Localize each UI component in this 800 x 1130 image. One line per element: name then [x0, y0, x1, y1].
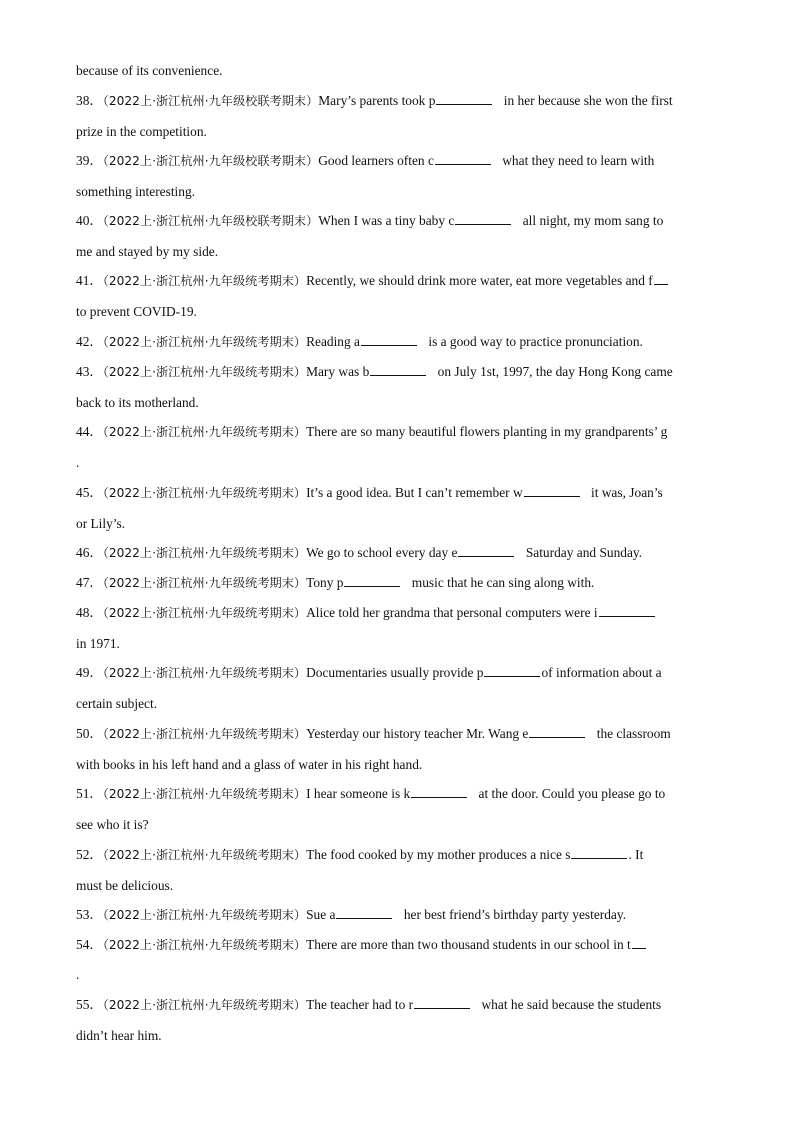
question-40-cont: me and stayed by my side. — [76, 244, 219, 259]
question-source: （2022上·浙江杭州·九年级校联考期末） — [102, 154, 319, 168]
question-number: 44． — [76, 424, 103, 439]
question-text: Mary was b — [306, 364, 370, 379]
question-source: （2022上·浙江杭州·九年级统考期末） — [102, 546, 307, 560]
question-number: 54． — [76, 937, 103, 952]
question-text: on July 1st, 1997, the day Hong Kong came — [434, 364, 673, 379]
question-39-cont: something interesting. — [76, 184, 196, 199]
question-51 — [76, 785, 665, 803]
answer-blank[interactable] — [414, 996, 470, 1009]
question-source: （2022上·浙江杭州·九年级统考期末） — [102, 787, 307, 801]
question-45-cont: or Lily’s. — [76, 516, 126, 531]
question-39 — [76, 152, 654, 170]
question-text: It’s a good idea. But I can’t remember w — [306, 485, 523, 500]
question-number: 46． — [76, 545, 103, 560]
question-38-cont: prize in the competition. — [76, 124, 207, 139]
question-number: 48． — [76, 605, 103, 620]
question-49 — [76, 664, 662, 682]
question-41 — [76, 272, 669, 290]
answer-blank[interactable] — [632, 936, 646, 949]
question-text: I hear someone is k — [306, 786, 411, 801]
answer-blank[interactable] — [455, 212, 511, 225]
question-number: 45． — [76, 485, 103, 500]
question-50 — [76, 725, 671, 743]
question-number: 51． — [76, 786, 103, 801]
question-source: （2022上·浙江杭州·九年级统考期末） — [102, 938, 307, 952]
question-text: The food cooked by my mother produces a nice s — [306, 847, 571, 862]
answer-blank[interactable] — [484, 664, 540, 677]
question-52 — [76, 846, 643, 864]
question-number: 47． — [76, 575, 103, 590]
question-text: There are more than two thousand students in our school in t — [306, 937, 631, 952]
question-text: We go to school every day e — [306, 545, 458, 560]
question-source: （2022上·浙江杭州·九年级统考期末） — [102, 727, 307, 741]
question-53 — [76, 906, 626, 924]
question-48-cont: in 1971. — [76, 636, 120, 651]
question-55 — [76, 996, 661, 1014]
answer-blank[interactable] — [370, 363, 426, 376]
question-54-cont: . — [76, 967, 80, 982]
question-text: at the door. Could you please go to — [475, 786, 666, 801]
question-text: Tony p — [306, 575, 344, 590]
question-source: （2022上·浙江杭州·九年级统考期末） — [102, 998, 307, 1012]
question-38 — [76, 92, 673, 110]
question-text: Saturday and Sunday. — [522, 545, 643, 560]
question-number: 53． — [76, 907, 103, 922]
question-number: 38． — [76, 93, 103, 108]
question-number: 39． — [76, 153, 103, 168]
answer-blank[interactable] — [436, 92, 492, 105]
question-source: （2022上·浙江杭州·九年级校联考期末） — [102, 214, 319, 228]
question-40 — [76, 212, 663, 230]
answer-blank[interactable] — [336, 906, 392, 919]
question-number: 41． — [76, 273, 103, 288]
question-text: When I was a tiny baby c — [318, 213, 455, 228]
answer-blank[interactable] — [435, 152, 491, 165]
question-source: （2022上·浙江杭州·九年级统考期末） — [102, 335, 307, 349]
question-text: Alice told her grandma that personal computers were i — [306, 605, 598, 620]
question-48 — [76, 604, 656, 622]
question-source: （2022上·浙江杭州·九年级统考期末） — [102, 606, 307, 620]
question-text: all night, my mom sang to — [519, 213, 664, 228]
question-source: （2022上·浙江杭州·九年级统考期末） — [102, 908, 307, 922]
question-source: （2022上·浙江杭州·九年级统考期末） — [102, 365, 307, 379]
question-text: her best friend’s birthday party yesterday. — [400, 907, 627, 922]
question-text: it was, Joan’s — [587, 485, 663, 500]
question-41-cont: to prevent COVID-19. — [76, 304, 197, 319]
question-source: （2022上·浙江杭州·九年级统考期末） — [102, 274, 307, 288]
question-text: Documentaries usually provide p — [306, 665, 484, 680]
continuation-text: because of its convenience. — [76, 63, 223, 78]
answer-blank[interactable] — [599, 604, 655, 617]
answer-blank[interactable] — [361, 333, 417, 346]
question-50-cont: with books in his left hand and a glass of water in his right hand. — [76, 757, 423, 772]
question-46 — [76, 544, 642, 562]
question-51-cont: see who it is? — [76, 817, 149, 832]
question-text: Sue a — [306, 907, 336, 922]
question-number: 49． — [76, 665, 103, 680]
question-54 — [76, 936, 647, 954]
answer-blank[interactable] — [654, 272, 668, 285]
answer-blank[interactable] — [571, 846, 627, 859]
question-52-cont: must be delicious. — [76, 878, 174, 893]
question-text: The teacher had to r — [306, 997, 414, 1012]
question-text: Reading a — [306, 334, 360, 349]
question-49-cont: certain subject. — [76, 696, 158, 711]
question-number: 43． — [76, 364, 103, 379]
question-text: of information about a — [541, 665, 662, 680]
question-text: what he said because the students — [478, 997, 662, 1012]
question-text: is a good way to practice pronunciation. — [425, 334, 643, 349]
answer-blank[interactable] — [524, 484, 580, 497]
question-text: There are so many beautiful flowers planting in my grandparents’ g — [306, 424, 668, 439]
question-source: （2022上·浙江杭州·九年级统考期末） — [102, 486, 307, 500]
question-source: （2022上·浙江杭州·九年级统考期末） — [102, 576, 307, 590]
question-text: Yesterday our history teacher Mr. Wang e — [306, 726, 529, 741]
question-44-cont: . — [76, 455, 80, 470]
question-source: （2022上·浙江杭州·九年级统考期末） — [102, 848, 307, 862]
answer-blank[interactable] — [411, 785, 467, 798]
question-number: 40． — [76, 213, 103, 228]
question-text: Recently, we should drink more water, eat more vegetables and f — [306, 273, 653, 288]
question-text: what they need to learn with — [498, 153, 655, 168]
answer-blank[interactable] — [529, 725, 585, 738]
question-45 — [76, 484, 663, 502]
question-number: 42． — [76, 334, 103, 349]
question-source: （2022上·浙江杭州·九年级统考期末） — [102, 425, 307, 439]
question-text: music that he can sing along with. — [408, 575, 595, 590]
question-42 — [76, 333, 643, 351]
question-text: the classroom — [593, 726, 671, 741]
question-number: 50． — [76, 726, 103, 741]
question-source: （2022上·浙江杭州·九年级统考期末） — [102, 666, 307, 680]
question-text: Good learners often c — [318, 153, 434, 168]
question-43-cont: back to its motherland. — [76, 395, 199, 410]
question-text: Mary’s parents took p — [318, 93, 436, 108]
question-source: （2022上·浙江杭州·九年级校联考期末） — [102, 94, 319, 108]
answer-blank[interactable] — [458, 544, 514, 557]
question-44 — [76, 423, 667, 441]
question-47 — [76, 574, 594, 592]
question-text: . It — [628, 847, 644, 862]
question-number: 52． — [76, 847, 103, 862]
question-text: in her because she won the first — [500, 93, 673, 108]
question-55-cont: didn’t hear him. — [76, 1028, 162, 1043]
question-43 — [76, 363, 673, 381]
question-number: 55． — [76, 997, 103, 1012]
answer-blank[interactable] — [344, 574, 400, 587]
